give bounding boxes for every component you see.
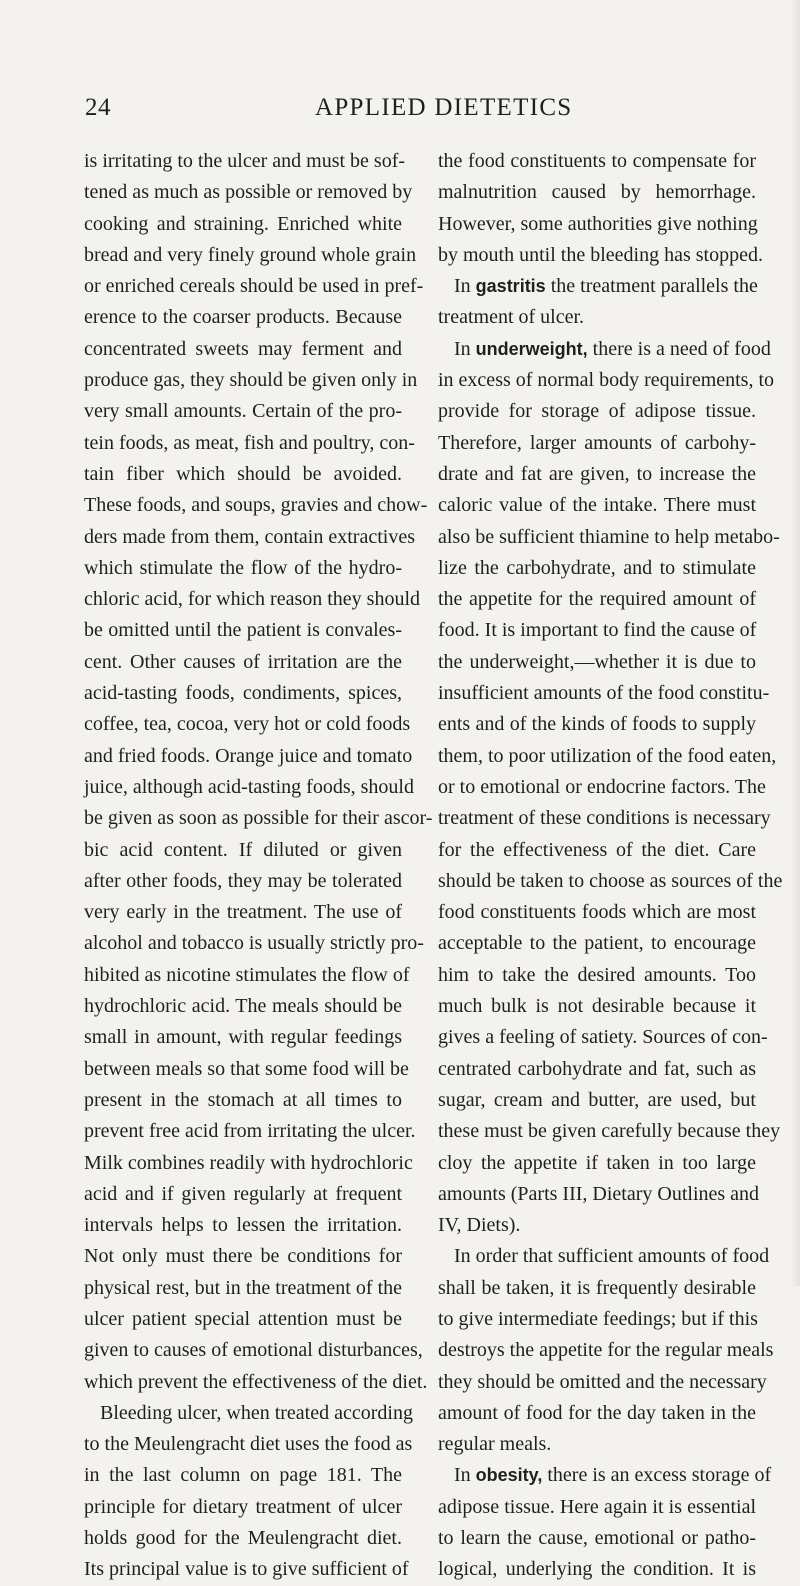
text-line: treatment of these conditions is necessary bbox=[438, 807, 771, 830]
text-line: very early in the treatment. The use of bbox=[84, 901, 402, 924]
text-line: concentrated sweets may ferment and bbox=[84, 337, 402, 360]
right-column bbox=[438, 146, 783, 1586]
text-line: regular meals. bbox=[438, 1433, 552, 1456]
text-line: IV, Diets). bbox=[438, 1214, 521, 1237]
text-line: food. It is important to find the cause of bbox=[438, 619, 757, 642]
text-line: juice, although acid-tasting foods, should bbox=[84, 775, 414, 798]
text-line: Therefore, larger amounts of carbohy- bbox=[438, 431, 756, 454]
text-line: the underweight,—whether it is due to bbox=[438, 650, 756, 673]
text-line: holds good for the Meulengracht diet. bbox=[84, 1527, 402, 1550]
text-line: be omitted until the patient is convales- bbox=[84, 619, 402, 642]
text-line: Not only must there be conditions for bbox=[84, 1245, 402, 1268]
text-line: lize the carbohydrate, and to stimulate bbox=[438, 556, 756, 579]
text-line: and fried foods. Orange juice and tomato bbox=[84, 744, 413, 767]
text-line: In order that sufficient amounts of food bbox=[454, 1245, 770, 1268]
text-line: tened as much as possible or removed by bbox=[84, 181, 413, 204]
text-line: ders made from them, contain extractives bbox=[84, 525, 415, 548]
text-line: insufficient amounts of the food constitu- bbox=[438, 682, 770, 705]
text-line: sugar, cream and butter, are used, but bbox=[438, 1088, 756, 1111]
text-line: caloric value of the intake. There must bbox=[438, 494, 756, 517]
text-line: very small amounts. Certain of the pro- bbox=[84, 400, 402, 423]
text-line: between meals so that some food will be bbox=[84, 1057, 409, 1080]
text-line: acceptable to the patient, to encourage bbox=[438, 932, 756, 955]
text-line: gives a feeling of satiety. Sources of con- bbox=[438, 1026, 768, 1049]
text-line: to give intermediate feedings; but if this bbox=[438, 1307, 758, 1330]
text-line: erence to the coarser products. Because bbox=[84, 306, 402, 329]
text-line: tein foods, as meat, fish and poultry, con- bbox=[84, 431, 415, 454]
text-line: intervals helps to lessen the irritation. bbox=[84, 1214, 402, 1237]
text-line: hibited as nicotine stimulates the flow of bbox=[84, 963, 410, 986]
text-line: these must be given carefully because they bbox=[438, 1120, 781, 1143]
text-line: after other foods, they may be tolerated bbox=[84, 869, 402, 892]
text-line: given to causes of emotional disturbances, bbox=[84, 1339, 423, 1362]
text-line: logical, underlying the condition. It is bbox=[438, 1558, 756, 1581]
text-line: hydrochloric acid. The meals should be bbox=[84, 995, 402, 1018]
text-line: prevent free acid from irritating the ulcer. bbox=[84, 1120, 416, 1143]
text-line: by mouth until the bleeding has stopped. bbox=[438, 243, 763, 266]
page-number: 24 bbox=[85, 94, 111, 121]
text-line: or to emotional or endocrine factors. The bbox=[438, 775, 766, 798]
text-line bbox=[438, 1460, 772, 1491]
text-line: food constituents foods which are most bbox=[438, 901, 756, 924]
text-line: to the Meulengracht diet uses the food as bbox=[84, 1433, 413, 1456]
text-line: Bleeding ulcer, when treated according bbox=[100, 1401, 413, 1424]
text-line bbox=[438, 334, 771, 365]
text-line: provide for storage of adipose tissue. bbox=[438, 400, 756, 423]
text-line: to learn the cause, emotional or patho- bbox=[438, 1527, 756, 1550]
text-line: adipose tissue. Here again it is essential bbox=[438, 1495, 756, 1518]
text-line: coffee, tea, cocoa, very hot or cold foods bbox=[84, 713, 411, 736]
topic-term-underweight: underweight, bbox=[475, 338, 588, 359]
text-line: or enriched cereals should be used in pref- bbox=[84, 275, 424, 298]
topic-term-obesity: obesity, bbox=[475, 1465, 543, 1486]
text-line: These foods, and soups, gravies and chow- bbox=[84, 494, 428, 517]
text-fragment: the treatment parallels the bbox=[545, 275, 758, 298]
text-line: the food constituents to compensate for bbox=[438, 150, 756, 172]
text-fragment: In bbox=[454, 1464, 476, 1487]
text-line: shall be taken, it is frequently desirable bbox=[438, 1276, 756, 1299]
text-line: treatment of ulcer. bbox=[438, 306, 585, 329]
text-line: malnutrition caused by hemorrhage. bbox=[438, 181, 756, 204]
text-line: centrated carbohydrate and fat, such as bbox=[438, 1057, 756, 1080]
topic-term-gastritis: gastritis bbox=[475, 276, 546, 297]
text-line: ents and of the kinds of foods to supply bbox=[438, 713, 756, 736]
text-line: for the effectiveness of the diet. Care bbox=[438, 838, 756, 861]
text-line: much bulk is not desirable because it bbox=[438, 995, 756, 1018]
text-line: be given as soon as possible for their ascor- bbox=[84, 807, 433, 830]
text-fragment: there is an excess storage of bbox=[542, 1464, 772, 1487]
text-fragment: In bbox=[454, 337, 476, 360]
text-line: which stimulate the flow of the hydro- bbox=[84, 556, 402, 579]
text-line: they should be omitted and the necessary bbox=[438, 1370, 767, 1393]
text-line: chloric acid, for which reason they should bbox=[84, 588, 421, 611]
text-line: cent. Other causes of irritation are the bbox=[84, 650, 402, 673]
text-line: in excess of normal body requirements, to bbox=[438, 369, 775, 392]
text-line: ulcer patient special attention must be bbox=[84, 1307, 402, 1330]
page-edge-shadow bbox=[790, 0, 800, 1286]
text-line: produce gas, they should be given only in bbox=[84, 369, 418, 392]
text-line: However, some authorities give nothing bbox=[438, 212, 758, 235]
text-fragment: In bbox=[454, 275, 476, 298]
text-line: acid-tasting foods, condiments, spices, bbox=[84, 682, 402, 705]
text-line: bread and very finely ground whole grain bbox=[84, 243, 417, 266]
text-fragment: there is a need of food bbox=[587, 337, 771, 360]
running-head: APPLIED DIETETICS bbox=[315, 94, 573, 121]
text-line: bic acid content. If diluted or given bbox=[84, 838, 402, 861]
page-header bbox=[85, 94, 740, 124]
text-line: acid and if given regularly at frequent bbox=[84, 1182, 402, 1205]
text-line: cloy the appetite if taken in too large bbox=[438, 1151, 756, 1174]
text-line: which prevent the effectiveness of the diet. bbox=[84, 1370, 428, 1393]
text-line: physical rest, but in the treatment of the bbox=[84, 1276, 402, 1299]
text-line: also be sufficient thiamine to help metabo- bbox=[438, 525, 780, 548]
text-line: present in the stomach at all times to bbox=[84, 1088, 402, 1111]
text-line: tain fiber which should be avoided. bbox=[84, 462, 402, 485]
text-line: Milk combines readily with hydrochloric bbox=[84, 1151, 413, 1174]
text-line bbox=[438, 271, 756, 302]
text-line: him to take the desired amounts. Too bbox=[438, 963, 756, 986]
text-line: cooking and straining. Enriched white bbox=[84, 212, 402, 235]
text-line: is irritating to the ulcer and must be sof- bbox=[84, 150, 406, 172]
text-line: them, to poor utilization of the food eaten, bbox=[438, 744, 777, 767]
text-line: should be taken to choose as sources of the bbox=[438, 869, 783, 892]
text-line: in the last column on page 181. The bbox=[84, 1464, 402, 1487]
text-line: amounts (Parts III, Dietary Outlines and bbox=[438, 1182, 760, 1205]
left-column bbox=[84, 146, 433, 1586]
text-line: small in amount, with regular feedings bbox=[84, 1026, 402, 1049]
text-line: principle for dietary treatment of ulcer bbox=[84, 1495, 402, 1518]
text-line: drate and fat are given, to increase the bbox=[438, 462, 756, 485]
text-line: amount of food for the day taken in the bbox=[438, 1401, 756, 1424]
text-line: destroys the appetite for the regular meals bbox=[438, 1339, 774, 1362]
text-line: the appetite for the required amount of bbox=[438, 588, 756, 611]
text-line: Its principal value is to give sufficient of bbox=[84, 1558, 409, 1581]
text-line: alcohol and tobacco is usually strictly pro- bbox=[84, 932, 424, 955]
